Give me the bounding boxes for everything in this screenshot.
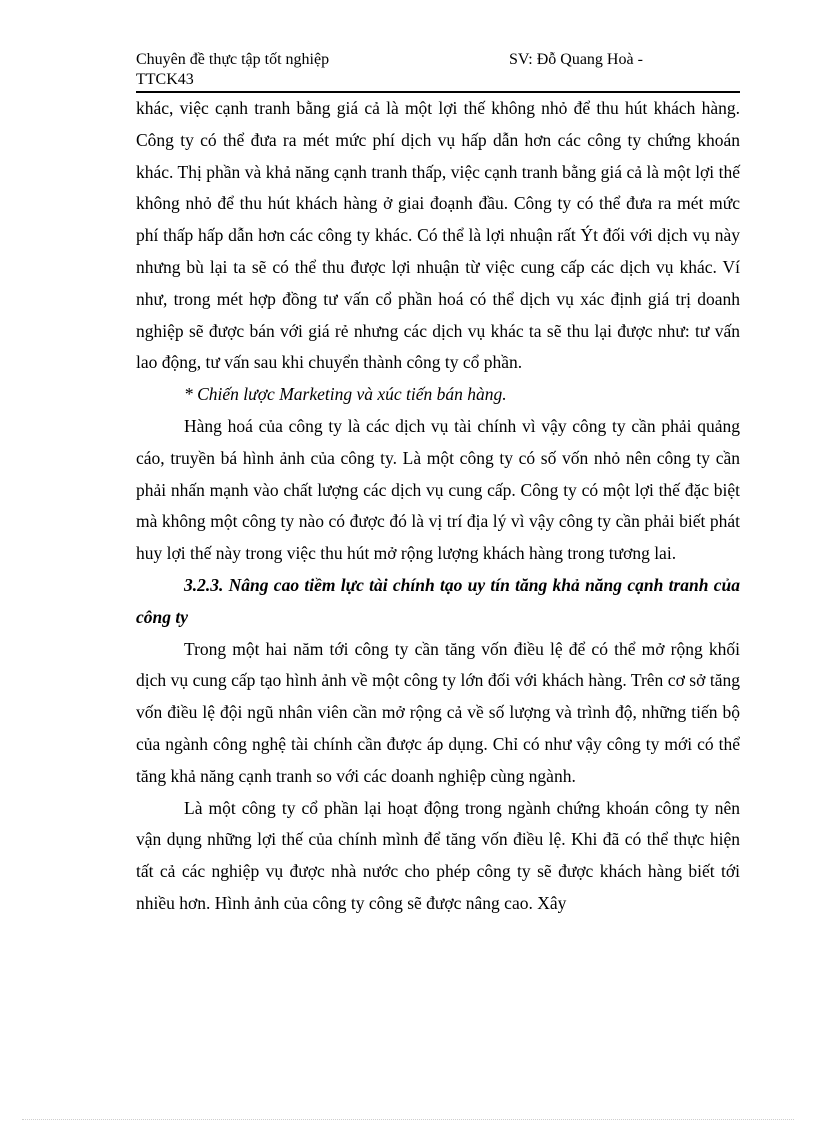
subheading-marketing: * Chiến lược Marketing và xúc tiến bán hàng. xyxy=(184,384,507,405)
paragraph-marketing: Hàng hoá của công ty là các dịch vụ tài chính vì vậy công ty cần phải quảng cáo, truyền bá hình ảnh của công ty. Là một công ty có số vốn nhỏ nên công ty cần phải nhấn mạnh vào chất lượng các dịch vụ cung cấp. Công ty có một lợi thế đặc biệt mà không một công ty nào có được đó là vị trí địa lý vì vậy công ty cần phải biết phát huy lợi thế này trong việc thu hút mở rộng lượng khách hàng trong tương lai. xyxy=(136,415,740,564)
header-class-code: TTCK43 xyxy=(136,71,194,88)
section-heading: 3.2.3. Nâng cao tiềm lực tài chính tạo uy tín tăng khả năng cạnh tranh của công ty xyxy=(136,574,740,627)
paragraph-pricing: khác, việc cạnh tranh bằng giá cả là một lợi thế không nhỏ để thu hút khách hàng. Công ty có thể đưa ra mét mức phí dịch vụ hấp dẫn hơn các công ty chứng khoán khác. Thị phần và khả năng cạnh tranh thấp, việc cạnh tranh bằng giá cả là một lợi thế không nhỏ để thu hút khách hàng ở giai đoạnh đầu. Công ty có thể đưa ra mét mức phí thấp hấp dẫn hơn các công ty khác. Có thể là lợi nhuận rất Ýt đối với dịch vụ này nhưng bù lại ta sẽ có thể thu được lợi nhuận từ việc cung cấp các dịch vụ khác. Ví như, trong mét hợp đồng tư vấn cổ phần hoá có thể dịch vụ xác định giá trị doanh nghiệp sẽ được bán với giá rẻ nhưng các dịch vụ khác ta sẽ thu lại được như: tư vấn lao động, tư vấn sau khi chuyển thành công ty cổ phần. xyxy=(136,98,740,373)
header-author: SV: Đỗ Quang Hoà - xyxy=(509,51,643,68)
page-bottom-border xyxy=(22,1119,794,1120)
paragraph-capital: Trong một hai năm tới công ty cần tăng vốn điều lệ để có thể mở rộng khối dịch vụ cung cấp tạo hình ảnh về một công ty lớn đối với khách hàng. Trên cơ sở tăng vốn điều lệ đội ngũ nhân viên cần mở rộng cả về số lượng và trình độ, những tiến bộ của ngành công nghệ tài chính cần được áp dụng. Chỉ có như vậy công ty mới có thể tăng khả năng cạnh tranh so với các doanh nghiệp cùng ngành. xyxy=(136,638,740,786)
header-title: Chuyên đề thực tập tốt nghiệp xyxy=(136,51,330,68)
document-body xyxy=(136,93,740,920)
paragraph-joint-stock: Là một công ty cổ phần lại hoạt động trong ngành chứng khoán công ty nên vận dụng những lợi thế của chính mình để tăng vốn điều lệ. Khi đã có thể thực hiện tất cả các nghiệp vụ được nhà nước cho phép công ty sẽ được khách hàng biết tới nhiều hơn. Hình ảnh của công ty công sẽ được nâng cao. Xây xyxy=(136,797,740,913)
